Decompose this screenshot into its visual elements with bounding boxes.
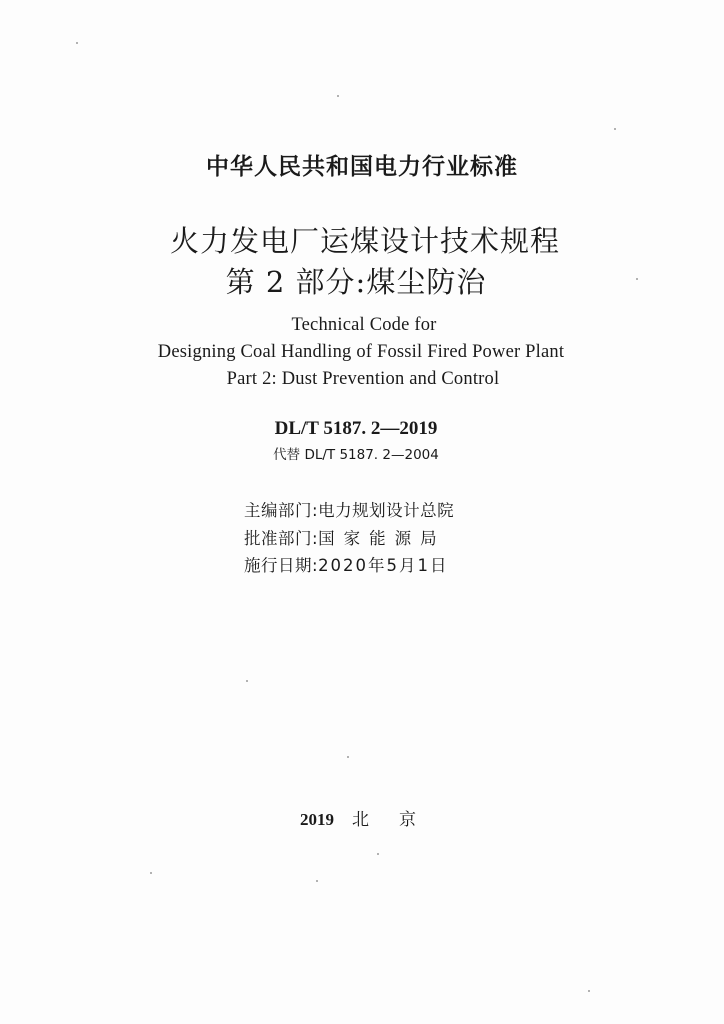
publication-city: 北京 xyxy=(352,810,446,830)
editor-value: 电力规划设计总院 xyxy=(318,501,455,520)
scan-speck xyxy=(636,278,638,280)
approver-label: 批准部门: xyxy=(244,529,319,548)
scan-speck xyxy=(614,128,616,130)
english-title-line-1: Technical Code for xyxy=(291,315,437,335)
standard-code: DL/T 5187. 2—2019 xyxy=(274,418,438,439)
scan-speck xyxy=(150,872,152,874)
scan-speck xyxy=(347,756,349,758)
replaces-standard: 代替 DL/T 5187. 2—2004 xyxy=(273,447,439,463)
scan-speck xyxy=(337,95,339,97)
scan-speck xyxy=(588,990,590,992)
industry-standard-heading: 中华人民共和国电力行业标准 xyxy=(206,154,518,180)
publication-footer xyxy=(300,805,446,830)
english-title-line-3: Part 2: Dust Prevention and Control xyxy=(226,369,500,389)
chinese-title-line-2: 第 2 部分:煤尘防治 xyxy=(225,265,487,299)
approver-value: 国家能源局 xyxy=(318,529,446,548)
approver-department xyxy=(244,525,446,549)
english-title-line-2: Designing Coal Handling of Fossil Fired Power Plant xyxy=(157,342,565,362)
scan-speck xyxy=(76,42,78,44)
scan-speck xyxy=(246,680,248,682)
effective-date xyxy=(244,552,449,576)
editor-department xyxy=(244,497,454,521)
chinese-title-line-1: 火力发电厂运煤设计技术规程 xyxy=(169,224,560,258)
publication-year: 2019 xyxy=(300,810,334,829)
scan-speck xyxy=(316,880,318,882)
effective-value: 2020年5月1日 xyxy=(318,556,449,575)
editor-label: 主编部门: xyxy=(244,501,319,520)
effective-label: 施行日期: xyxy=(244,556,319,575)
scan-speck xyxy=(377,853,379,855)
